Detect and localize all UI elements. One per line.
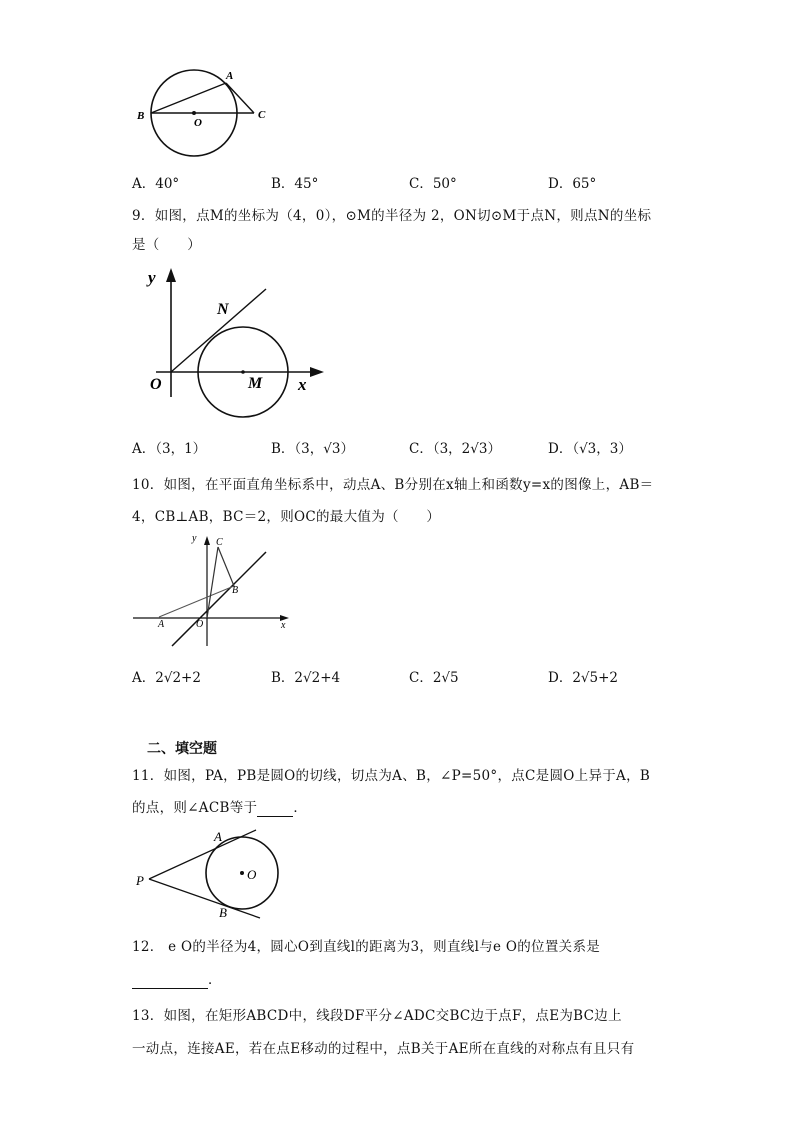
q11-figure [132,826,292,926]
q8-option-b[interactable]: B．45° [271,176,319,192]
q11-stem-line1: 11．如图，PA，PB是圆O的切线，切点为A、B，∠P=50°，点C是圆O上异于A，B [132,768,651,784]
q9-label-x: x [298,375,307,394]
q10-figure [130,530,300,655]
q10-label-a: A [158,619,165,630]
q8-option-d[interactable]: D．65° [548,176,597,192]
q12-stem-line1: 12． e O的半径为4，圆心O到直线l的距离为3，则直线l与e O的位置关系是 [132,939,601,955]
q9-stem-line2: 是（ ） [132,237,201,253]
q11-tangent-pb [149,879,260,918]
q11-label-o: O [247,867,257,882]
q10-y-arrow [204,536,210,545]
q12-stem-line2 [132,968,222,989]
q12-answer-blank[interactable] [132,972,208,989]
q10-option-c[interactable]: C．2√5 [409,670,459,686]
q8-center-dot [192,111,196,115]
q13-stem-line2: 一动点，连接AE，若在点E移动的过程中，点B关于AE所在直线的对称点有且只有 [132,1041,635,1057]
q12-stem-line2-end: ． [208,972,222,988]
q9-label-m: M [248,375,263,392]
q8-line-ba [151,83,226,113]
q11-label-b: B [219,905,227,920]
q11-stem-line2-end: ． [293,800,308,816]
q11-label-a: A [214,829,222,844]
q11-center-dot [240,871,244,875]
section-title-fill-in: 二、填空题 [147,741,217,757]
q10-label-o: O [196,619,204,630]
q8-line-ac [226,83,254,113]
q11-label-p: P [136,873,144,888]
q10-stem-line1: 10．如图，在平面直角坐标系中，动点A、B分别在x轴上和函数y=x的图像上，AB＝ [132,477,654,493]
q8-figure [130,62,280,167]
q9-option-b[interactable]: B．（3，√3） [271,441,354,457]
q8-label-o: O [194,117,202,129]
q9-stem-line1: 9．如图，点M的坐标为（4，0），⊙M的半径为 2，ON切⊙M于点N，则点N的坐标 [132,208,652,224]
q9-option-a[interactable]: A．（3，1） [132,441,207,457]
q10-option-d[interactable]: D．2√5+2 [548,670,619,686]
q9-option-c[interactable]: C．（3，2√3） [409,441,501,457]
q9-option-d[interactable]: D．（√3，3） [548,441,632,457]
q9-label-o: O [150,376,162,393]
q8-option-a[interactable]: A．40° [132,176,180,192]
q10-segment-oc [207,547,218,618]
q13-stem-line1: 13．如图，在矩形ABCD中，线段DF平分∠ADC交BC边于点F，点E为BC边上 [132,1008,622,1024]
q8-label-b: B [137,110,145,122]
q8-option-c[interactable]: C．50° [409,176,457,192]
q11-stem-line2 [132,796,307,817]
q10-label-x: x [281,620,286,631]
q9-x-arrow [310,367,324,377]
q9-y-arrow [166,268,176,282]
q10-line-y-eq-x [172,552,266,646]
q10-stem-line2: 4，CB⊥AB，BC＝2，则OC的最大值为（ ） [132,509,441,525]
q10-option-b[interactable]: B．2√2+4 [271,670,341,686]
q10-option-a[interactable]: A．2√2+2 [132,670,201,686]
q9-center-dot [241,370,245,374]
q10-segment-bc [218,547,234,586]
q10-label-b: B [232,585,239,596]
q11-tangent-pa [149,830,256,879]
q10-label-y: y [192,533,197,544]
q8-label-a: A [226,70,234,82]
q9-label-n: N [217,301,229,318]
q10-label-c: C [216,537,223,548]
q9-figure [140,262,340,422]
q8-label-c: C [258,109,266,121]
q9-label-y: y [148,268,156,287]
q11-stem-line2-text: 的点，则∠ACB等于 [132,800,258,816]
q11-answer-blank[interactable] [257,800,293,817]
q10-segment-ab [159,586,234,617]
